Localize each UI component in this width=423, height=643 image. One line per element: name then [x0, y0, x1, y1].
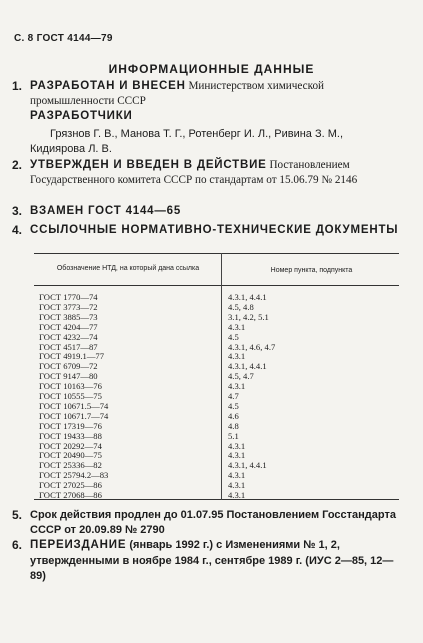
references-table — [34, 253, 399, 500]
reference-cell: ГОСТ 1770—74 — [39, 292, 98, 302]
item-1-lead: РАЗРАБОТАН И ВНЕСЕН — [30, 80, 186, 92]
page-header: С. 8 ГОСТ 4144—79 — [14, 33, 113, 44]
point-cell: 4.3.1 — [228, 381, 246, 392]
item-4 — [12, 223, 400, 238]
point-cell: 3.1, 4.2, 5.1 — [228, 311, 269, 322]
point-cell: 4.3.1 — [228, 450, 246, 461]
item-1-number: 1. — [12, 79, 23, 93]
item-5 — [12, 508, 402, 538]
reference-cell: ГОСТ 6709—72 — [39, 361, 98, 372]
point-cell: 4.3.1 — [228, 490, 246, 500]
item-2 — [12, 158, 402, 188]
point-cell: 4.3.1 — [228, 351, 246, 362]
point-cell: 4.8 — [228, 420, 239, 431]
reference-cell: ГОСТ 25794.2—83 — [39, 470, 109, 481]
point-cell: 4.3.1 — [228, 480, 246, 491]
reference-cell: ГОСТ 10671.5—74 — [39, 400, 109, 411]
item-2-number: 2. — [12, 158, 23, 172]
reference-cell: ГОСТ 4232—74 — [39, 331, 98, 342]
section-title: ИНФОРМАЦИОННЫЕ ДАННЫЕ — [108, 62, 315, 76]
point-cell: 5.1 — [228, 430, 239, 441]
item-6 — [12, 538, 402, 585]
point-cell: 4.3.1, 4.4.1 — [228, 460, 267, 471]
point-cell: 4.5, 4.8 — [228, 301, 254, 312]
developers-label: РАЗРАБОТЧИКИ — [30, 110, 133, 122]
item-1 — [12, 79, 400, 109]
reference-cell: ГОСТ 17319—76 — [39, 420, 102, 431]
table-row — [34, 432, 399, 442]
table-header-rule — [34, 285, 399, 286]
item-3-number: 3. — [12, 204, 23, 218]
item-3-lead: ВЗАМЕН ГОСТ 4144—65 — [30, 205, 182, 217]
item-1-text: Министерством химической промышленности СССР — [30, 80, 325, 107]
reference-cell: ГОСТ 25336—82 — [39, 460, 102, 471]
point-cell: 4.3.1 — [228, 470, 246, 481]
item-5-text: Срок действия продлен до 01.07.95 Постановлением Госстандарта СССР от 20.09.89 № 2790 — [30, 509, 396, 536]
point-cell: 4.7 — [228, 391, 239, 401]
item-3 — [12, 204, 400, 219]
point-cell: 4.3.1, 4.6, 4.7 — [228, 341, 276, 352]
item-4-lead: ССЫЛОЧНЫЕ НОРМАТИВНО-ТЕХНИЧЕСКИЕ ДОКУМЕНТЫ — [30, 224, 399, 236]
point-cell: 4.5, 4.7 — [228, 371, 254, 382]
reference-cell: ГОСТ 3885—73 — [39, 311, 98, 322]
column-header-reference: Обозначение НТД, на который дана ссылка — [56, 265, 200, 272]
item-6-number: 6. — [12, 538, 23, 552]
reference-cell: ГОСТ 20292—74 — [39, 440, 102, 451]
point-cell: 4.3.1, 4.4.1 — [228, 292, 267, 302]
reference-cell: ГОСТ 27025—86 — [39, 480, 102, 491]
table-row — [34, 333, 399, 343]
item-2-text: Постановлением Государственного комитета СССР по стандартам от 15.06.79 № 2146 — [30, 159, 358, 186]
item-6-text: (январь 1992 г.) с Изменениями № 1, 2, утвержденными в ноябре 1984 г., сентябре 1989 г. (ИУС 2—85, 12—89) — [30, 539, 394, 582]
point-cell: 4.5 — [228, 400, 239, 411]
point-cell: 4.5 — [228, 331, 239, 342]
table-row — [34, 491, 399, 501]
reference-cell: ГОСТ 20490—75 — [39, 450, 102, 461]
reference-cell: ГОСТ 4204—77 — [39, 321, 98, 332]
reference-cell: ГОСТ 3773—72 — [39, 301, 98, 312]
item-4-number: 4. — [12, 223, 23, 237]
table-top-rule — [34, 253, 399, 254]
reference-cell: ГОСТ 19433—88 — [39, 430, 102, 441]
item-2-lead: УТВЕРЖДЕН И ВВЕДЕН В ДЕЙСТВИЕ — [30, 159, 267, 171]
reference-cell: ГОСТ 10555—75 — [39, 391, 102, 401]
point-cell: 4.3.1, 4.4.1 — [228, 361, 267, 372]
reference-cell: ГОСТ 9147—80 — [39, 371, 98, 382]
column-header-point: Номер пункта, подпункта — [270, 267, 353, 274]
item-6-lead: ПЕРЕИЗДАНИЕ — [30, 539, 127, 551]
reference-cell: ГОСТ 10671.7—74 — [39, 410, 109, 421]
reference-cell: ГОСТ 10163—76 — [39, 381, 102, 392]
item-5-number: 5. — [12, 508, 23, 522]
reference-cell: ГОСТ 27068—86 — [39, 490, 102, 500]
reference-cell: ГОСТ 4919.1—77 — [39, 351, 105, 362]
point-cell: 4.3.1 — [228, 440, 246, 451]
developers-list: Грязнов Г. В., Манова Т. Г., Ротенберг И. Л., Ривина З. М., Кидиярова Л. В. — [30, 128, 344, 155]
point-cell: 4.6 — [228, 410, 239, 421]
point-cell: 4.3.1 — [228, 321, 246, 332]
reference-cell: ГОСТ 4517—87 — [39, 341, 98, 352]
